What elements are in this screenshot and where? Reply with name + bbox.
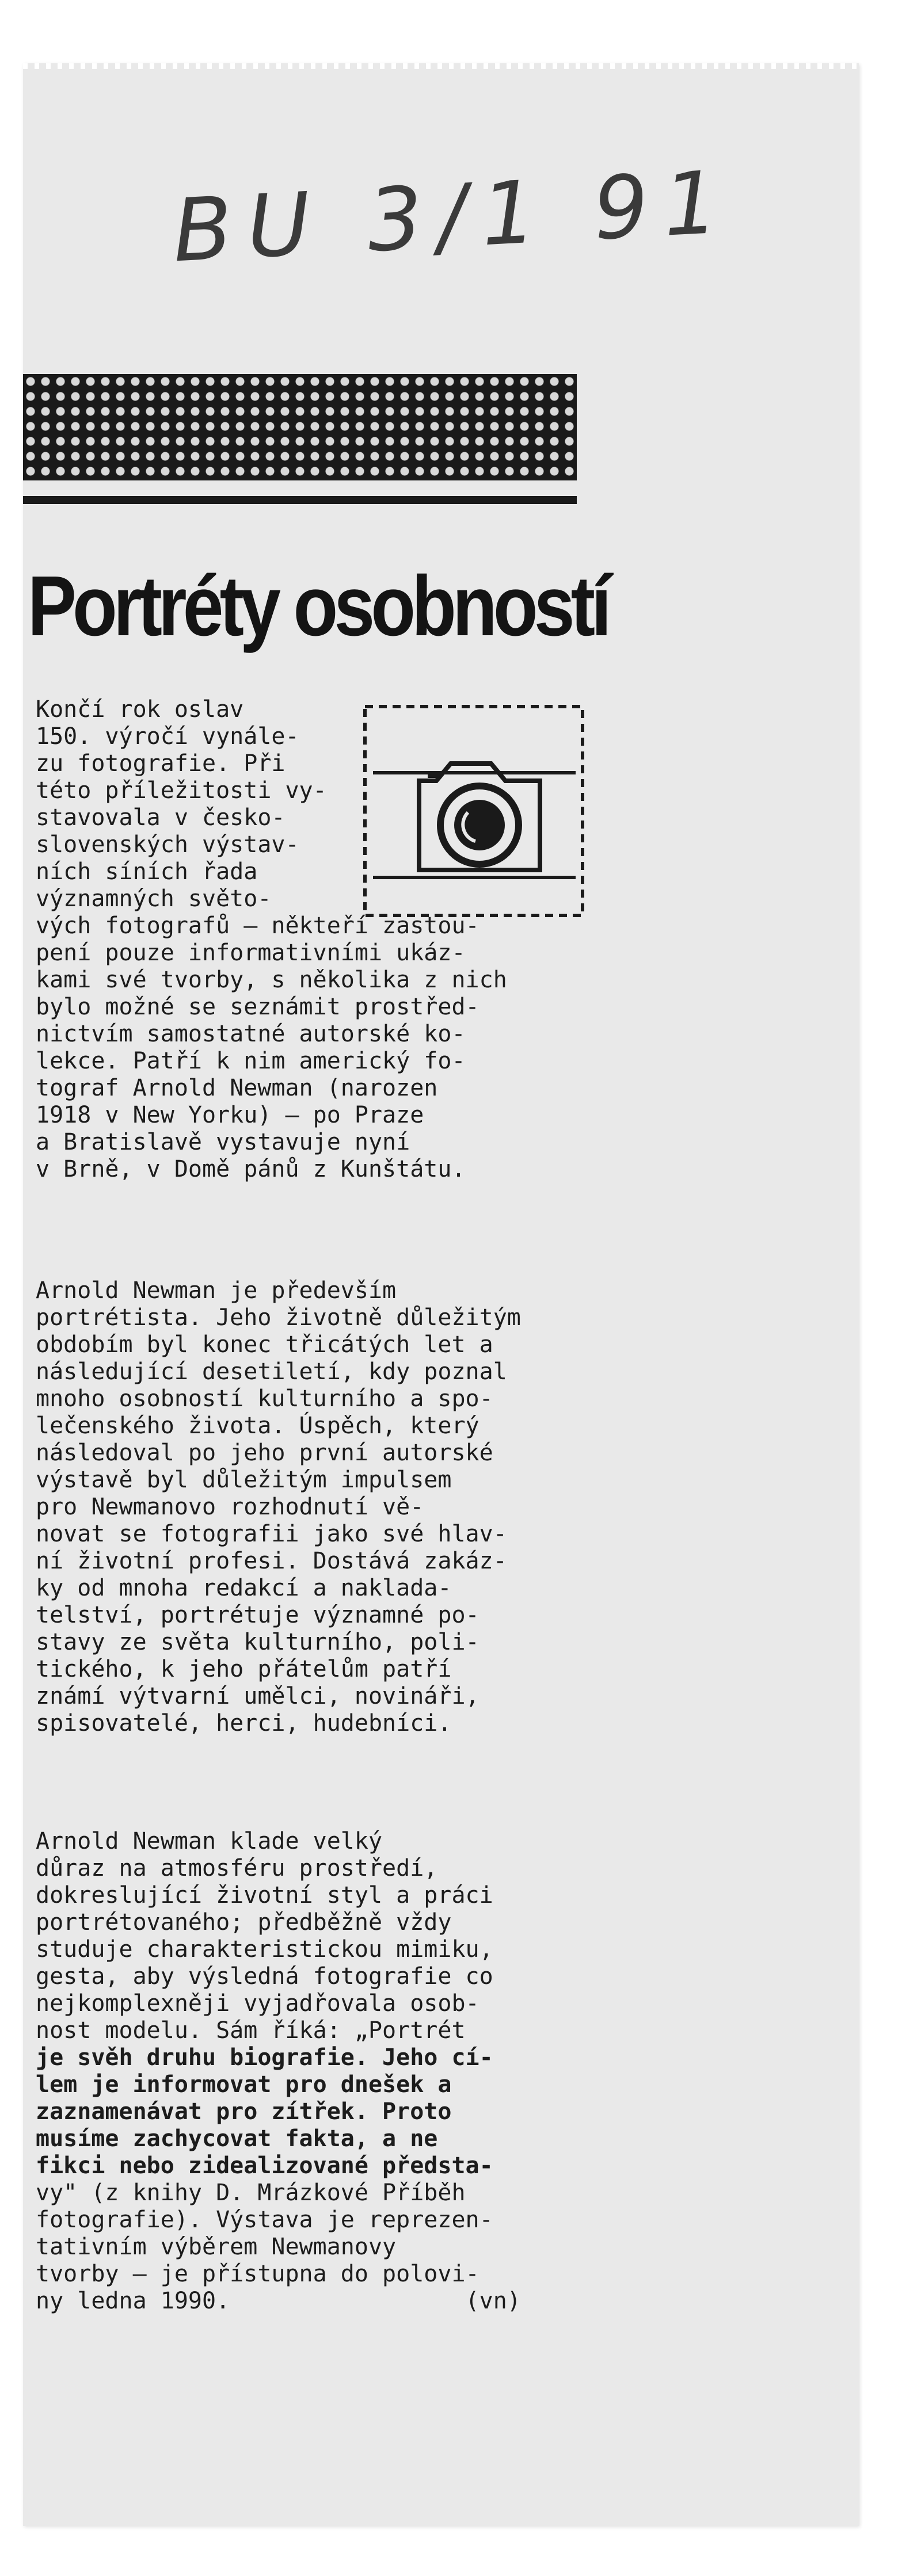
text-line: Arnold Newman je především bbox=[36, 1277, 397, 1304]
text-line: následoval po jeho první autorské bbox=[36, 1440, 493, 1466]
text-line: významných světo- bbox=[36, 886, 272, 912]
handwritten-date-note: BU 3/1 91 bbox=[170, 152, 736, 282]
dotted-banner bbox=[23, 374, 577, 480]
text-line: tického, k jeho přátelům patří bbox=[36, 1656, 452, 1682]
text-line: gesta, aby výsledná fotografie co bbox=[36, 1963, 493, 1990]
paragraph-newman-portraitist bbox=[36, 1277, 588, 1737]
text-line: tvorby — je přístupna do polovi- bbox=[36, 2261, 479, 2287]
text-line: studuje charakteristickou mimiku, bbox=[36, 1936, 493, 1963]
text-line: Končí rok oslav bbox=[36, 696, 244, 723]
text-line: známí výtvarní umělci, novináři, bbox=[36, 1683, 479, 1709]
text-line: lečenského života. Úspěch, který bbox=[36, 1413, 479, 1439]
text-line: Arnold Newman klade velký bbox=[36, 1828, 383, 1854]
text-line: portrétovaného; předběžně vždy bbox=[36, 1909, 452, 1936]
text-line: zu fotografie. Při bbox=[36, 750, 286, 777]
text-line: tograf Arnold Newman (narozen bbox=[36, 1075, 438, 1101]
text-line: kami své tvorby, s několika z nich bbox=[36, 967, 507, 993]
text-line: nejkomplexněji vyjadřovala osob- bbox=[36, 1990, 479, 2017]
text-line: nost modelu. Sám říká: „Portrét bbox=[36, 2017, 466, 2044]
text-line: tativním výběrem Newmanovy bbox=[36, 2234, 397, 2260]
text-line: stavy ze světa kulturního, poli- bbox=[36, 1629, 479, 1655]
text-line: fikci nebo zidealizované předsta- bbox=[36, 2153, 493, 2179]
text-line: ních síních řada bbox=[36, 858, 258, 885]
text-line: vy" (z knihy D. Mrázkové Příběh bbox=[36, 2180, 466, 2206]
text-line: musíme zachycovat fakta, a ne bbox=[36, 2125, 438, 2152]
text-line: slovenských výstav- bbox=[36, 831, 299, 858]
text-line: nictvím samostatné autorské ko- bbox=[36, 1021, 466, 1047]
text-line: portrétista. Jeho životně důležitým bbox=[36, 1304, 521, 1331]
text-line: ní životní profesi. Dostává zakáz- bbox=[36, 1548, 507, 1574]
paragraph-atmosphere-quote bbox=[36, 1828, 588, 2315]
text-line: výstavě byl důležitým impulsem bbox=[36, 1467, 452, 1493]
paragraph-intro bbox=[36, 696, 588, 1183]
article-headline: Portréty osobností bbox=[28, 559, 608, 654]
text-line: 150. výročí vynále- bbox=[36, 723, 299, 750]
text-line: lekce. Patří k nim americký fo- bbox=[36, 1048, 466, 1074]
text-line: bylo možné se seznámit prostřed- bbox=[36, 994, 479, 1020]
text-line: spisovatelé, herci, hudebníci. bbox=[36, 1710, 452, 1737]
text-line: telství, portrétuje významné po- bbox=[36, 1602, 479, 1628]
text-line: pení pouze informativními ukáz- bbox=[36, 940, 466, 966]
text-line: obdobím byl konec třicátých let a bbox=[36, 1331, 493, 1358]
text-line: lem je informovat pro dnešek a bbox=[36, 2071, 452, 2098]
text-line: a Bratislavě vystavuje nyní bbox=[36, 1129, 410, 1155]
text-line: v Brně, v Domě pánů z Kunštátu. bbox=[36, 1156, 466, 1182]
text-line: vých fotografů — někteří zastou- bbox=[36, 913, 479, 939]
text-line: dokreslující životní styl a práci bbox=[36, 1882, 493, 1909]
text-line: fotografie). Výstava je reprezen- bbox=[36, 2207, 493, 2233]
text-line: zaznamenávat pro zítřek. Proto bbox=[36, 2098, 452, 2125]
text-line: důraz na atmosféru prostředí, bbox=[36, 1855, 438, 1882]
text-line: následující desetiletí, kdy poznal bbox=[36, 1358, 507, 1385]
text-line: je svěh druhu biografie. Jeho cí- bbox=[36, 2044, 493, 2071]
text-line: novat se fotografii jako své hlav- bbox=[36, 1521, 507, 1547]
text-line: 1918 v New Yorku) — po Praze bbox=[36, 1102, 424, 1128]
text-line: pro Newmanovo rozhodnutí vě- bbox=[36, 1494, 424, 1520]
text-line: této příležitosti vy- bbox=[36, 777, 327, 804]
text-line: ny ledna 1990. (vn) bbox=[36, 2288, 521, 2314]
text-line: stavovala v česko- bbox=[36, 804, 286, 831]
text-line: ky od mnoha redakcí a naklada- bbox=[36, 1575, 452, 1601]
banner-rule bbox=[23, 496, 577, 504]
text-line: mnoho osobností kulturního a spo- bbox=[36, 1386, 493, 1412]
